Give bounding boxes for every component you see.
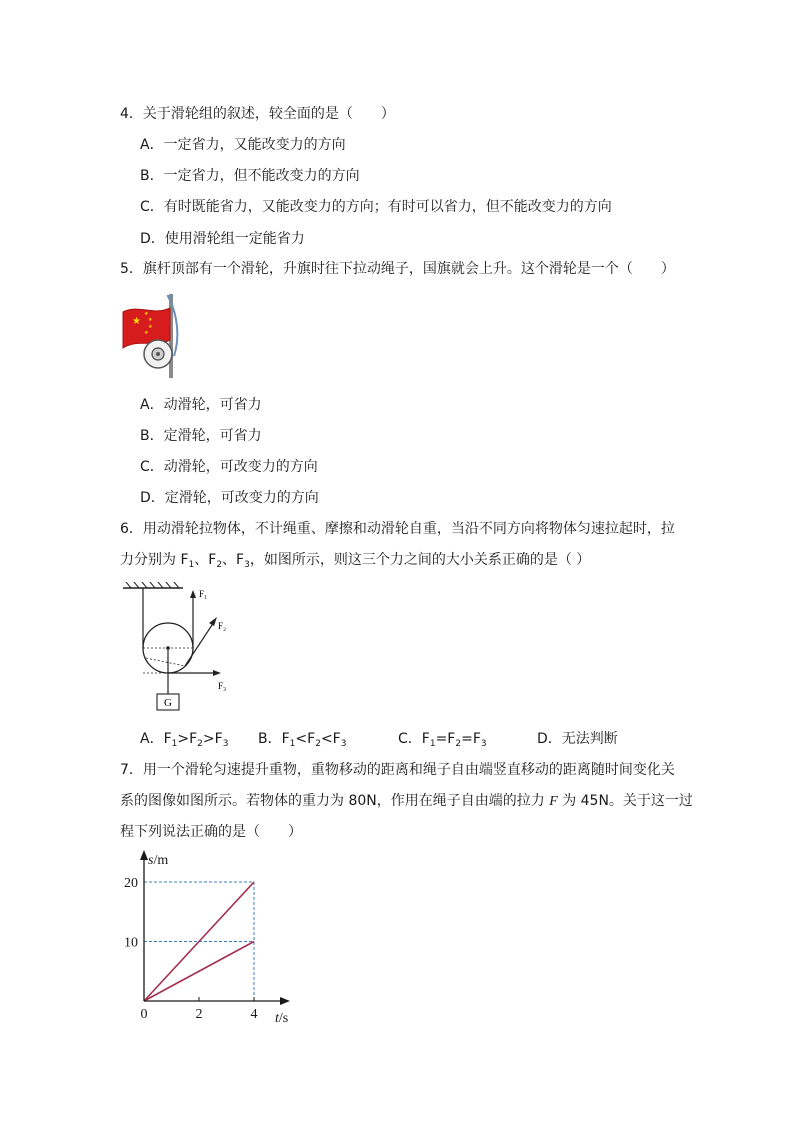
x-axis-label: t/s (275, 1011, 289, 1026)
q5-option-d: D．定滑轮，可改变力的方向 (140, 490, 319, 506)
y-tick-label: 20 (124, 876, 138, 891)
x-tick-label: 0 (140, 1007, 148, 1022)
distance-time-chart (110, 848, 310, 1028)
weight-label: G (164, 697, 172, 709)
q4-option-c: C．有时既能省力，又能改变力的方向；有时可以省力，但不能改变力的方向 (140, 199, 612, 215)
f2-label: F₂ (218, 621, 227, 631)
q4-option-d: D．使用滑轮组一定能省力 (140, 231, 305, 247)
q5-stem: 5．旗杆顶部有一个滑轮，升旗时往下拉动绳子，国旗就会上升。这个滑轮是一个（ ） (120, 261, 675, 277)
y-tick-label: 10 (124, 935, 138, 951)
x-axis-arrow-icon (280, 997, 290, 1005)
dashed-diagonal (146, 658, 185, 666)
small-star-icon: ★ (144, 311, 149, 317)
rope-f2 (185, 622, 214, 666)
q7-stem-line3: 程下列说法正确的是（ ） (120, 824, 302, 840)
small-star-icon: ★ (148, 317, 153, 323)
small-star-icon: ★ (144, 330, 149, 336)
arrow-f1-icon (190, 590, 196, 598)
arrow-f2-icon (209, 617, 217, 626)
x-tick-label: 4 (250, 1007, 258, 1022)
moving-pulley-figure (118, 582, 243, 712)
x-tick-label: 2 (195, 1007, 203, 1022)
q6-option-d: D．无法判断 (537, 731, 618, 747)
big-star-icon: ★ (132, 316, 141, 327)
q6-option-a: A．$F_1>F_2>F_3$ (140, 731, 229, 749)
q7-stem-line2: 系的图像如图所示。若物体的重力为 80N，作用在绳子自由端的拉力 F 为 45N。关于这一过 (120, 793, 693, 809)
q4-stem: 4．关于滑轮组的叙述，较全面的是（ ） (120, 106, 395, 122)
q6-option-c: C．$F_1=F_2=F_3$ (398, 731, 487, 749)
q4-option-a: A．一定省力，又能改变力的方向 (140, 137, 346, 153)
q5-option-a: A．动滑轮，可省力 (140, 397, 262, 413)
q6-stem-line1: 6．用动滑轮拉物体，不计绳重、摩擦和动滑轮自重，当沿不同方向将物体匀速拉起时，拉 (120, 521, 675, 537)
small-star-icon: ★ (148, 324, 153, 330)
series-line-object (144, 942, 254, 1002)
q6-stem-line2: 力分别为 $F_1$、$F_2$、$F_3$，如图所示，则这三个力之间的大小关系正确的是（ ） (120, 552, 591, 570)
f3-label: F₃ (218, 681, 227, 691)
q6-option-b: B．$F_1<F_2<F_3$ (258, 731, 347, 749)
y-axis-arrow-icon (140, 850, 148, 860)
f1-label: F₁ (199, 589, 208, 599)
pulley-axle (156, 352, 160, 356)
arrow-f3-icon (213, 670, 221, 676)
flagpole-pulley-figure (118, 290, 188, 382)
q4-option-b: B．一定省力，但不能改变力的方向 (140, 168, 360, 184)
q5-option-b: B．定滑轮，可省力 (140, 428, 262, 444)
q7-stem-line1: 7．用一个滑轮匀速提升重物，重物移动的距离和绳子自由端竖直移动的距离随时间变化关 (120, 762, 675, 778)
q5-option-c: C．动滑轮，可改变力的方向 (140, 459, 318, 475)
y-axis-label: s/m (148, 853, 169, 868)
